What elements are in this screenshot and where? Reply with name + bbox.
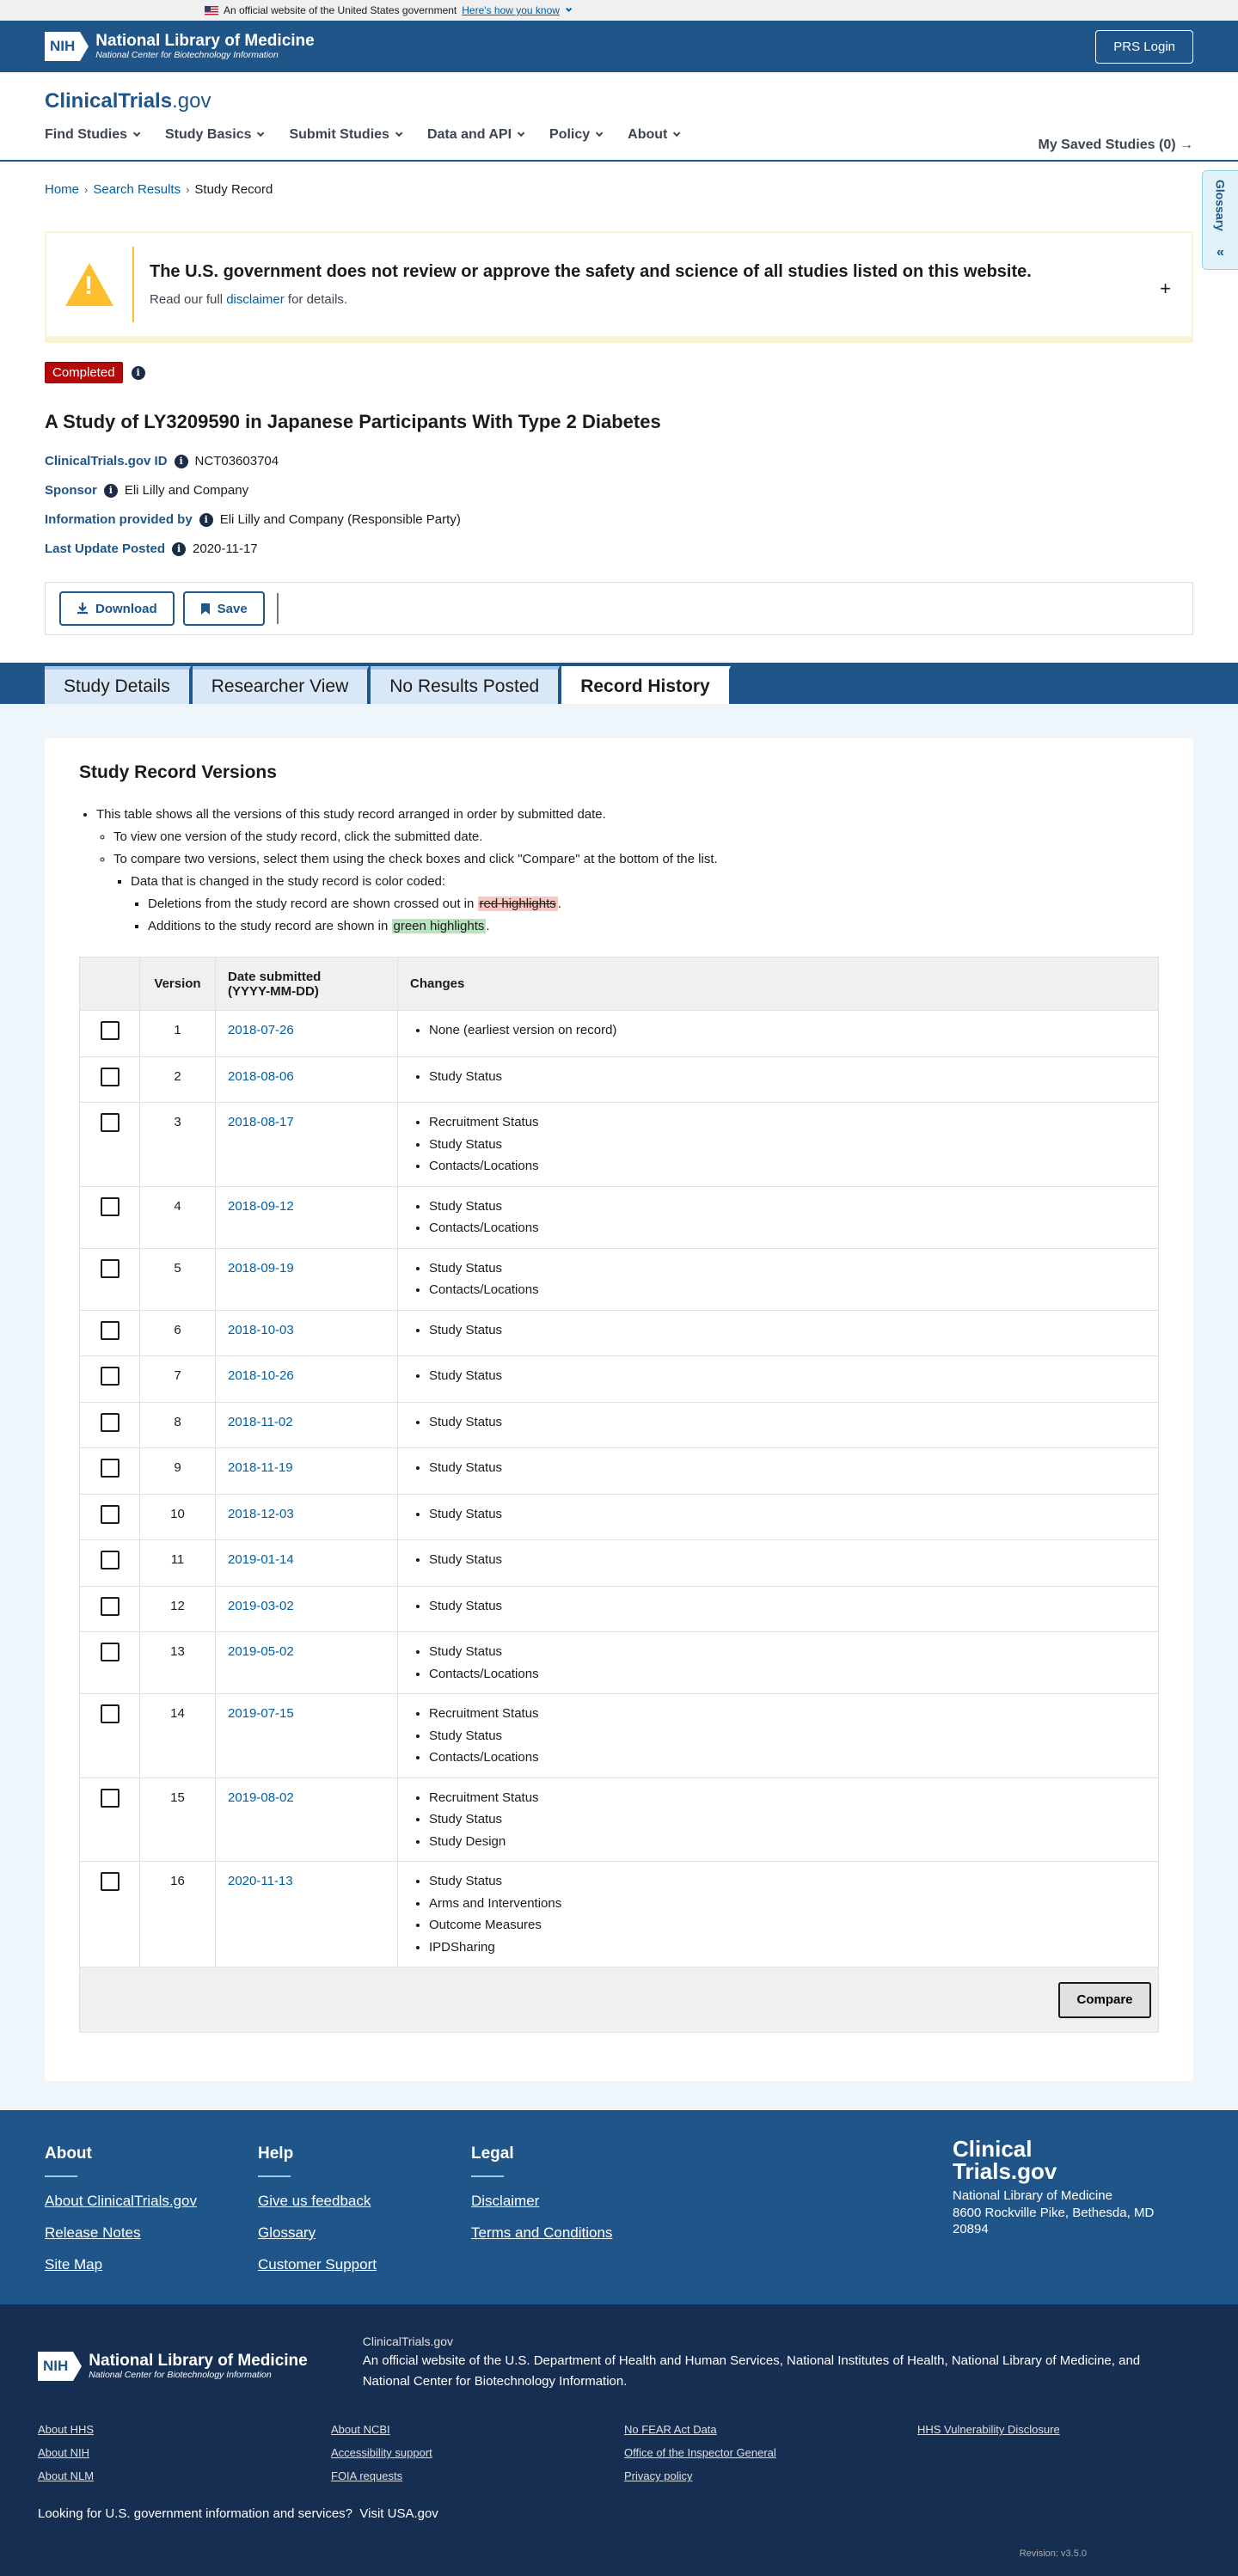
version-checkbox[interactable]	[101, 1459, 120, 1478]
change-item: • Contacts/Locations	[429, 1155, 1146, 1178]
version-number: 11	[140, 1540, 216, 1587]
version-checkbox[interactable]	[101, 1321, 120, 1340]
version-number: 16	[140, 1862, 216, 1967]
chevron-down-icon	[395, 130, 402, 137]
breadcrumb-search-results[interactable]: Search Results	[93, 182, 181, 197]
compare-bar	[79, 1967, 1159, 2033]
gov-banner	[0, 0, 1238, 21]
footer-bottom	[0, 2304, 1238, 2576]
sponsor-value: Eli Lilly and Company	[124, 483, 249, 498]
link-privacy[interactable]: Privacy policy	[624, 2469, 693, 2483]
link-about-nih[interactable]: About NIH	[38, 2446, 89, 2460]
nlm-logo[interactable]	[45, 31, 315, 62]
glossary-label: Glossary	[1213, 180, 1228, 231]
footer-link-disclaimer[interactable]: Disclaimer	[471, 2193, 540, 2209]
version-checkbox[interactable]	[101, 1789, 120, 1808]
study-meta	[0, 433, 1238, 556]
version-number: 15	[140, 1778, 216, 1862]
footer-ct-logo[interactable]: Clinical Trials.gov	[953, 2136, 1057, 2184]
nav-study-basics[interactable]: Study Basics	[165, 127, 261, 143]
version-date-link[interactable]: 2018-10-03	[228, 1322, 294, 1337]
change-item: • Study Status	[429, 1457, 1146, 1479]
change-item: • Outcome Measures	[429, 1914, 1146, 1937]
version-number: 5	[140, 1248, 216, 1310]
change-item: • Study Status	[429, 1411, 1146, 1434]
chevron-down-icon	[133, 130, 140, 137]
footer-nlm-logo[interactable]: NIH National Library of Medicine National Center for Biotechnology Information	[38, 2340, 308, 2392]
version-checkbox[interactable]	[101, 1505, 120, 1524]
red-highlight-sample: red highlights	[479, 896, 556, 911]
footer-gov-links	[38, 2423, 1200, 2482]
footer-description: ClinicalTrials.gov An official website of the U.S. Department of Health and Human Services, National Institutes of Health, National Library of Medicine, and National Center for Biotechnology Information.	[362, 2334, 1141, 2389]
nlm-subtitle: National Center for Biotechnology Information	[95, 49, 279, 60]
link-accessibility[interactable]: Accessibility support	[331, 2446, 432, 2460]
table-row	[80, 1011, 1159, 1057]
gov-banner-text: An official website of the United States government	[224, 4, 457, 16]
link-no-fear[interactable]: No FEAR Act Data	[624, 2423, 717, 2437]
alert-text: Read our full disclaimer for details.	[150, 292, 348, 307]
status-badge: Completed	[45, 362, 123, 383]
chevron-down-icon	[257, 130, 264, 137]
nav-data-and-api[interactable]: Data and API	[427, 127, 522, 143]
table-row	[80, 1402, 1159, 1448]
sponsor-label: Sponsor	[45, 483, 97, 498]
change-list	[410, 1787, 1146, 1853]
change-item: • Study Status	[429, 1549, 1146, 1571]
change-item: • Recruitment Status	[429, 1111, 1146, 1134]
version-checkbox[interactable]	[101, 1068, 120, 1086]
version-date-link[interactable]: 2018-08-06	[228, 1068, 294, 1084]
change-list	[410, 1365, 1146, 1387]
breadcrumb-home[interactable]: Home	[45, 182, 80, 197]
change-item: • Study Status	[429, 1808, 1146, 1831]
version-date-link[interactable]: 2019-01-14	[228, 1552, 294, 1567]
version-date-link[interactable]: 2019-05-02	[228, 1644, 294, 1659]
change-list	[410, 1503, 1146, 1526]
col-date-submitted: Date submitted (YYYY-MM-DD)	[216, 958, 398, 1011]
info-icon[interactable]: i	[104, 484, 118, 498]
version-date-link[interactable]: 2018-08-17	[228, 1115, 294, 1129]
main-nav	[45, 127, 1193, 143]
expand-plus-icon[interactable]: +	[1160, 278, 1171, 299]
chevron-down-icon	[596, 130, 603, 137]
footer-brand	[953, 2138, 1176, 2238]
footer-about-heading: About	[45, 2145, 92, 2163]
download-icon	[77, 603, 89, 615]
version-number: 10	[140, 1494, 216, 1540]
link-foia[interactable]: FOIA requests	[331, 2469, 403, 2483]
version-checkbox[interactable]	[101, 1413, 120, 1432]
table-row	[80, 1103, 1159, 1187]
version-date-link[interactable]: 2019-03-02	[228, 1598, 294, 1613]
nih-header	[0, 21, 1238, 72]
tab-no-results-posted[interactable]: No Results Posted	[371, 666, 560, 704]
arrow-right-icon: →	[1180, 138, 1193, 152]
version-number: 4	[140, 1186, 216, 1248]
chevron-down-icon	[673, 130, 680, 137]
version-number: 13	[140, 1632, 216, 1694]
change-list	[410, 1111, 1146, 1178]
change-item: • Study Status	[429, 1257, 1146, 1280]
version-number: 3	[140, 1103, 216, 1187]
change-list	[410, 1411, 1146, 1434]
table-row	[80, 1632, 1159, 1694]
version-checkbox[interactable]	[101, 1197, 120, 1216]
action-bar	[45, 582, 1193, 635]
footer-link-release-notes[interactable]: Release Notes	[45, 2224, 141, 2241]
last-update-value: 2020-11-17	[193, 542, 258, 556]
nih-logo-icon: NIH	[45, 31, 89, 62]
change-item: • Arms and Interventions	[429, 1893, 1146, 1915]
table-row	[80, 1778, 1159, 1862]
change-item: • Contacts/Locations	[429, 1663, 1146, 1686]
change-list	[410, 1703, 1146, 1769]
change-list	[410, 1549, 1146, 1571]
footer-top	[0, 2110, 1238, 2304]
change-item: • Study Status	[429, 1725, 1146, 1747]
nih-logo-icon: NIH	[38, 2351, 82, 2382]
change-item: • Study Status	[429, 1134, 1146, 1156]
footer-link-glossary[interactable]: Glossary	[258, 2224, 316, 2241]
change-item: • Study Status	[429, 1066, 1146, 1088]
info-icon[interactable]: i	[199, 513, 213, 527]
my-saved-studies-link[interactable]: My Saved Studies (0) →	[1038, 138, 1193, 152]
chevron-down-icon	[566, 5, 572, 11]
study-tabs	[0, 663, 1238, 704]
version-date-link[interactable]: 2018-11-02	[228, 1414, 293, 1429]
version-number: 14	[140, 1694, 216, 1778]
change-item: • Study Status	[429, 1595, 1146, 1618]
usa-gov-line: Looking for U.S. government information and services? Visit USA.gov	[38, 2506, 438, 2522]
change-item: • Study Status	[429, 1503, 1146, 1526]
version-checkbox[interactable]	[101, 1551, 120, 1569]
bookmark-icon	[200, 603, 211, 615]
table-row	[80, 1248, 1159, 1310]
change-list	[410, 1066, 1146, 1088]
footer-address: National Library of Medicine 8600 Rockville Pike, Bethesda, MD 20894	[953, 2188, 1155, 2236]
table-row	[80, 1694, 1159, 1778]
last-update-label: Last Update Posted	[45, 542, 166, 556]
warning-icon	[65, 263, 113, 306]
green-highlight-sample: green highlights	[393, 919, 485, 933]
change-item: • Recruitment Status	[429, 1787, 1146, 1809]
change-item: • Study Status	[429, 1365, 1146, 1387]
table-row	[80, 1186, 1159, 1248]
footer-link-terms[interactable]: Terms and Conditions	[471, 2224, 613, 2241]
table-row	[80, 1056, 1159, 1103]
table-row	[80, 1862, 1159, 1967]
table-row	[80, 1586, 1159, 1632]
version-checkbox[interactable]	[101, 1021, 120, 1040]
chevron-down-icon	[518, 130, 524, 137]
version-date-link[interactable]: 2020-11-13	[228, 1874, 293, 1888]
change-item: • Study Status	[429, 1641, 1146, 1663]
version-number: 1	[140, 1011, 216, 1057]
version-number: 12	[140, 1586, 216, 1632]
version-number: 9	[140, 1448, 216, 1495]
version-date-link[interactable]: 2018-10-26	[228, 1368, 294, 1383]
footer-help-heading: Help	[258, 2145, 294, 2163]
versions-card	[45, 738, 1193, 2081]
version-date-link[interactable]: 2019-07-15	[228, 1706, 294, 1721]
clinicaltrials-logo[interactable]: ClinicalTrials.gov	[45, 89, 211, 113]
nlm-title: National Library of Medicine	[95, 31, 315, 50]
save-button[interactable]: Save	[183, 591, 265, 626]
version-date-link[interactable]: 2018-09-19	[228, 1260, 294, 1276]
versions-notes: • This table shows all the versions of this study record arranged in order by submitted date. ◦ To view one version of the study record, click the submitted date. ◦ To compare two versions, select them using the check boxes and click "Compare" at the bottom of the list. ▪ Data that is changed in the study record is color coded: ▪ Deletions from the study record are shown crossed out in red highlights . ▪ Additions to the study record are shown in green highlights .	[79, 804, 1159, 938]
footer-link-site-map[interactable]: Site Map	[45, 2256, 103, 2273]
table-row	[80, 1356, 1159, 1403]
version-number: 7	[140, 1356, 216, 1403]
version-checkbox[interactable]	[101, 1367, 120, 1386]
link-usa-gov[interactable]: Visit USA.gov	[359, 2506, 438, 2522]
glossary-tab[interactable]	[1202, 170, 1238, 270]
change-item: • Contacts/Locations	[429, 1747, 1146, 1769]
nav-about[interactable]: About	[628, 127, 677, 143]
table-row	[80, 1448, 1159, 1495]
breadcrumb-current: Study Record	[194, 182, 273, 197]
change-list	[410, 1457, 1146, 1479]
info-icon[interactable]: i	[132, 366, 145, 380]
footer-legal-heading: Legal	[471, 2145, 514, 2163]
version-date-link[interactable]: 2018-12-03	[228, 1506, 294, 1521]
link-ncbi[interactable]: National Center for Biotechnology Information	[362, 2374, 624, 2389]
link-inspector-general[interactable]: Office of the Inspector General	[624, 2446, 776, 2460]
change-item: • None (earliest version on record)	[429, 1019, 1146, 1042]
version-number: 8	[140, 1402, 216, 1448]
us-flag-icon	[205, 6, 218, 15]
change-item: • Study Status	[429, 1870, 1146, 1893]
version-checkbox[interactable]	[101, 1643, 120, 1661]
link-nih[interactable]: National Institutes of Health	[787, 2353, 945, 2369]
disclaimer-link[interactable]: disclaimer	[226, 292, 285, 307]
table-row	[80, 1310, 1159, 1356]
prs-login-button[interactable]: PRS Login	[1095, 30, 1193, 64]
change-list	[410, 1595, 1146, 1618]
change-item: • Recruitment Status	[429, 1703, 1146, 1725]
change-item: • Study Status	[429, 1319, 1146, 1342]
tab-researcher-view[interactable]: Researcher View	[193, 666, 370, 704]
version-checkbox[interactable]	[101, 1113, 120, 1132]
link-nlm[interactable]: National Library of Medicine	[951, 2353, 1112, 2369]
link-vulnerability[interactable]: HHS Vulnerability Disclosure	[917, 2423, 1060, 2437]
change-list	[410, 1257, 1146, 1301]
site-header	[0, 72, 1238, 162]
chevron-double-left-icon: «	[1217, 245, 1224, 260]
change-item: • Contacts/Locations	[429, 1279, 1146, 1301]
footer-link-about-ct[interactable]: About ClinicalTrials.gov	[45, 2193, 197, 2209]
link-hhs[interactable]: U.S. Department of Health and Human Services	[505, 2353, 780, 2369]
link-about-hhs[interactable]: About HHS	[38, 2423, 95, 2437]
download-button[interactable]: Download	[59, 591, 175, 626]
col-version: Version	[140, 958, 216, 1011]
nav-find-studies[interactable]: Find Studies	[45, 127, 138, 143]
footer-link-feedback[interactable]: Give us feedback	[258, 2193, 371, 2209]
breadcrumb-separator-icon: ›	[186, 183, 190, 196]
version-date-link[interactable]: 2018-07-26	[228, 1023, 294, 1037]
table-row	[80, 1494, 1159, 1540]
nav-policy[interactable]: Policy	[549, 127, 600, 143]
link-about-ncbi[interactable]: About NCBI	[331, 2423, 390, 2437]
link-about-nlm[interactable]: About NLM	[38, 2469, 95, 2483]
change-item: • Study Status	[429, 1196, 1146, 1218]
version-number: 6	[140, 1310, 216, 1356]
nct-id: NCT03603704	[194, 454, 279, 468]
info-icon[interactable]: i	[175, 455, 188, 468]
disclaimer-alert	[45, 231, 1193, 343]
version-checkbox[interactable]	[101, 1704, 120, 1723]
nav-submit-studies[interactable]: Submit Studies	[289, 127, 399, 143]
info-icon[interactable]: i	[172, 542, 186, 556]
change-item: • Study Design	[429, 1831, 1146, 1853]
version-checkbox[interactable]	[101, 1872, 120, 1891]
nct-id-label: ClinicalTrials.gov ID	[45, 454, 168, 468]
versions-heading: Study Record Versions	[79, 762, 277, 782]
version-date-link[interactable]: 2018-09-12	[228, 1198, 294, 1214]
version-date-link[interactable]: 2018-11-19	[228, 1460, 293, 1475]
alert-title: The U.S. government does not review or approve the safety and science of all studies listed on this website.	[150, 262, 1032, 281]
breadcrumb-separator-icon: ›	[84, 183, 89, 196]
version-date-link[interactable]: 2019-08-02	[228, 1790, 294, 1805]
study-title: A Study of LY3209590 in Japanese Participants With Type 2 Diabetes	[45, 411, 661, 432]
footer-link-support[interactable]: Customer Support	[258, 2256, 377, 2273]
info-provided-value: Eli Lilly and Company (Responsible Party)	[219, 512, 461, 527]
version-checkbox[interactable]	[101, 1259, 120, 1278]
compare-button[interactable]: Compare	[1058, 1982, 1151, 2018]
change-list	[410, 1641, 1146, 1685]
info-provided-label: Information provided by	[45, 512, 193, 527]
change-item: • Contacts/Locations	[429, 1217, 1146, 1239]
version-number: 2	[140, 1056, 216, 1103]
revision-label: Revision: v3.5.0	[1019, 2548, 1087, 2559]
tab-study-details[interactable]: Study Details	[45, 666, 191, 704]
versions-table	[79, 957, 1159, 1967]
change-item: • IPDSharing	[429, 1937, 1146, 1959]
change-list	[410, 1319, 1146, 1342]
version-checkbox[interactable]	[101, 1597, 120, 1616]
change-list	[410, 1196, 1146, 1239]
change-list	[410, 1019, 1146, 1042]
breadcrumb	[0, 162, 1238, 197]
change-list	[410, 1870, 1146, 1958]
heres-how-you-know-link[interactable]: Here's how you know	[462, 4, 560, 16]
tab-record-history[interactable]: Record History	[561, 666, 731, 704]
col-changes: Changes	[398, 958, 1159, 1011]
table-row	[80, 1540, 1159, 1587]
